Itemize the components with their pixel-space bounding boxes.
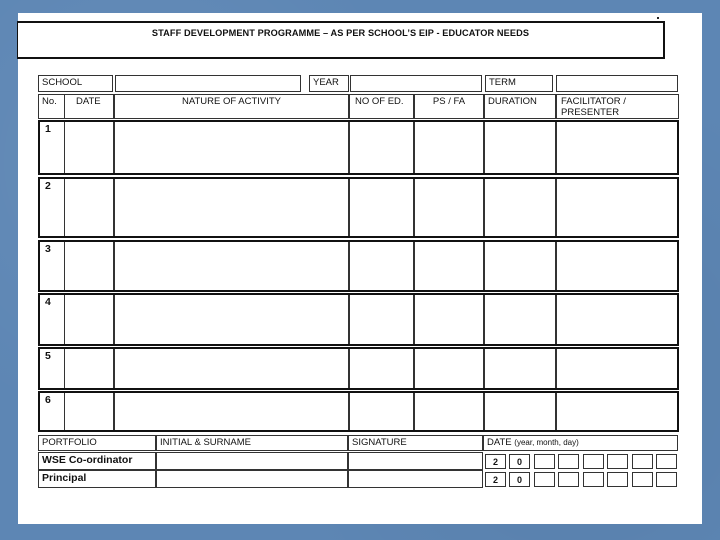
row-2-no-of-ed-field[interactable]	[349, 177, 414, 238]
row-4-duration-field[interactable]	[484, 293, 556, 346]
school-label: SCHOOL	[38, 75, 113, 92]
row-4-date-field[interactable]	[64, 293, 114, 346]
date-label-cell	[483, 435, 678, 451]
col-facilitator: FACILITATOR / PRESENTER	[556, 94, 679, 119]
initial-surname-label: INITIAL & SURNAME	[156, 435, 348, 451]
year-prefix-digit: 0	[509, 472, 530, 487]
col-duration: DURATION	[484, 94, 556, 119]
form-title: STAFF DEVELOPMENT PROGRAMME – AS PER SCHOOL’S EIP - EDUCATOR NEEDS	[151, 28, 530, 38]
row-number: 1	[38, 120, 65, 175]
year-prefix-digit: 2	[485, 454, 506, 469]
speck	[657, 17, 659, 19]
form-title-box	[17, 21, 665, 59]
row-3-date-field[interactable]	[64, 240, 114, 292]
date-digit-field[interactable]	[534, 454, 555, 469]
row-3-facilitator-field[interactable]	[556, 240, 679, 292]
row-5-duration-field[interactable]	[484, 347, 556, 390]
col-ps-fa: PS / FA	[414, 94, 484, 119]
principal-label: Principal	[38, 470, 156, 488]
year-prefix-digit: 2	[485, 472, 506, 487]
row-3-nature-field[interactable]	[114, 240, 349, 292]
date-digit-field[interactable]	[607, 454, 628, 469]
row-6-no-of-ed-field[interactable]	[349, 391, 414, 432]
row-2-date-field[interactable]	[64, 177, 114, 238]
row-number: 6	[38, 391, 65, 432]
row-1-ps-fa-field[interactable]	[414, 120, 484, 175]
row-number: 5	[38, 347, 65, 390]
school-field[interactable]	[115, 75, 301, 92]
date-digit-field[interactable]	[607, 472, 628, 487]
date-digit-field[interactable]	[583, 454, 604, 469]
row-1-nature-field[interactable]	[114, 120, 349, 175]
row-3-ps-fa-field[interactable]	[414, 240, 484, 292]
col-no-of-ed: NO OF ED.	[349, 94, 414, 119]
row-number: 3	[38, 240, 65, 292]
row-5-no-of-ed-field[interactable]	[349, 347, 414, 390]
date-digit-field[interactable]	[656, 472, 677, 487]
year-prefix-digit: 0	[509, 454, 530, 469]
date-label: DATE	[487, 437, 512, 448]
principal-signature-field[interactable]	[348, 470, 483, 488]
row-6-facilitator-field[interactable]	[556, 391, 679, 432]
row-5-ps-fa-field[interactable]	[414, 347, 484, 390]
row-1-facilitator-field[interactable]	[556, 120, 679, 175]
row-1-no-of-ed-field[interactable]	[349, 120, 414, 175]
row-4-facilitator-field[interactable]	[556, 293, 679, 346]
portfolio-label: PORTFOLIO	[38, 435, 156, 451]
date-digit-field[interactable]	[558, 472, 579, 487]
date-digit-field[interactable]	[632, 472, 653, 487]
row-5-nature-field[interactable]	[114, 347, 349, 390]
row-2-facilitator-field[interactable]	[556, 177, 679, 238]
row-4-no-of-ed-field[interactable]	[349, 293, 414, 346]
wse-initial-field[interactable]	[156, 452, 348, 470]
row-2-nature-field[interactable]	[114, 177, 349, 238]
term-label: TERM	[485, 75, 553, 92]
year-label: YEAR	[309, 75, 349, 92]
row-1-duration-field[interactable]	[484, 120, 556, 175]
date-digit-field[interactable]	[632, 454, 653, 469]
col-no: No.	[38, 94, 65, 119]
row-2-duration-field[interactable]	[484, 177, 556, 238]
date-digit-field[interactable]	[656, 454, 677, 469]
row-5-facilitator-field[interactable]	[556, 347, 679, 390]
col-nature: NATURE OF ACTIVITY	[114, 94, 349, 119]
row-4-ps-fa-field[interactable]	[414, 293, 484, 346]
row-6-duration-field[interactable]	[484, 391, 556, 432]
row-2-ps-fa-field[interactable]	[414, 177, 484, 238]
row-4-nature-field[interactable]	[114, 293, 349, 346]
term-field[interactable]	[556, 75, 678, 92]
col-date: DATE	[64, 94, 114, 119]
row-1-date-field[interactable]	[64, 120, 114, 175]
year-field[interactable]	[350, 75, 482, 92]
signature-label: SIGNATURE	[348, 435, 483, 451]
row-number: 2	[38, 177, 65, 238]
date-digit-field[interactable]	[558, 454, 579, 469]
row-3-duration-field[interactable]	[484, 240, 556, 292]
row-3-no-of-ed-field[interactable]	[349, 240, 414, 292]
date-format-note: (year, month, day)	[514, 438, 579, 447]
row-6-ps-fa-field[interactable]	[414, 391, 484, 432]
date-digit-field[interactable]	[583, 472, 604, 487]
row-6-nature-field[interactable]	[114, 391, 349, 432]
principal-initial-field[interactable]	[156, 470, 348, 488]
row-5-date-field[interactable]	[64, 347, 114, 390]
row-6-date-field[interactable]	[64, 391, 114, 432]
wse-coordinator-label: WSE Co-ordinator	[38, 452, 156, 470]
date-digit-field[interactable]	[534, 472, 555, 487]
row-number: 4	[38, 293, 65, 346]
wse-signature-field[interactable]	[348, 452, 483, 470]
